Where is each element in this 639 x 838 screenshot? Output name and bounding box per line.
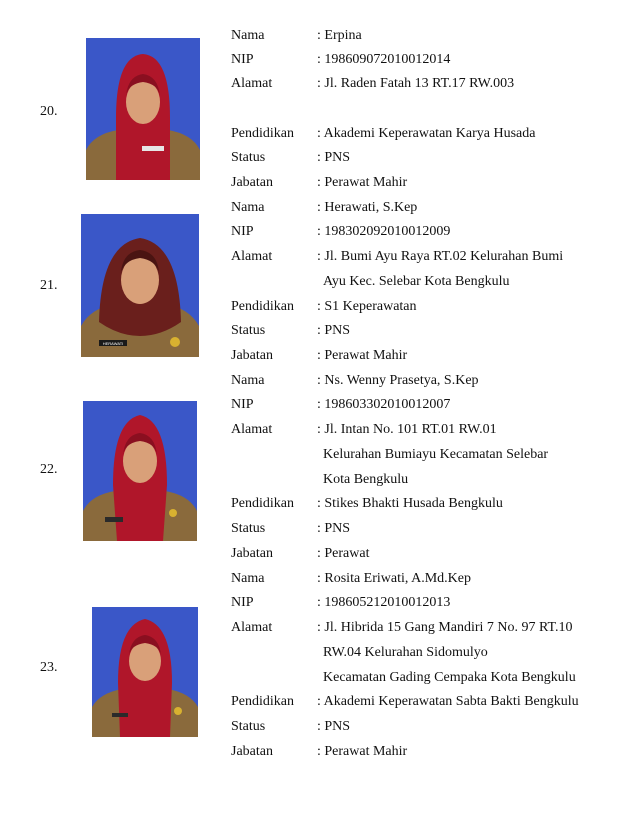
field-label: Pendidikan bbox=[231, 694, 294, 709]
staff-photo bbox=[86, 38, 200, 180]
entry-number: 20. bbox=[40, 104, 58, 119]
entry-number: 23. bbox=[40, 660, 58, 675]
field-label: Alamat bbox=[231, 620, 273, 635]
field-value: : Rosita Eriwati, A.Md.Kep bbox=[317, 571, 471, 586]
field-label: NIP bbox=[231, 595, 254, 610]
field-value: : PNS bbox=[317, 719, 351, 734]
field-value: : 198302092010012009 bbox=[317, 224, 451, 239]
field-value: : PNS bbox=[317, 323, 351, 338]
field-label: Jabatan bbox=[231, 546, 273, 561]
staff-photo bbox=[92, 607, 198, 737]
name-tag-text: HERAWATI bbox=[102, 341, 124, 346]
staff-entry bbox=[0, 369, 639, 569]
portrait-maroon-hijab-icon bbox=[81, 214, 199, 357]
field-value: : S1 Keperawatan bbox=[317, 299, 417, 314]
staff-entry bbox=[0, 196, 639, 371]
field-label: Nama bbox=[231, 373, 265, 388]
field-value: : Jl. Intan No. 101 RT.01 RW.01 bbox=[317, 422, 497, 437]
field-value: : 198603302010012007 bbox=[317, 397, 451, 412]
field-label: Pendidikan bbox=[231, 496, 294, 511]
field-label: NIP bbox=[231, 397, 254, 412]
portrait-red-hijab-icon bbox=[83, 401, 197, 541]
field-value: : Perawat Mahir bbox=[317, 744, 408, 759]
field-value: : 198605212010012013 bbox=[317, 595, 451, 610]
field-label: Alamat bbox=[231, 422, 273, 437]
field-value: Kecamatan Gading Cempaka Kota Bengkulu bbox=[323, 670, 576, 685]
field-value: : Perawat Mahir bbox=[317, 348, 408, 363]
entry-number: 21. bbox=[40, 278, 58, 293]
field-label: Alamat bbox=[231, 76, 273, 91]
field-label: Status bbox=[231, 521, 266, 536]
portrait-red-hijab-icon bbox=[92, 607, 198, 737]
field-label: Nama bbox=[231, 200, 265, 215]
field-value: : Stikes Bhakti Husada Bengkulu bbox=[317, 496, 503, 511]
field-label: Status bbox=[231, 719, 266, 734]
field-label: Status bbox=[231, 323, 266, 338]
field-value: : Jl. Hibrida 15 Gang Mandiri 7 No. 97 RT.10 bbox=[317, 620, 573, 635]
staff-photo bbox=[83, 401, 197, 541]
field-value: : PNS bbox=[317, 521, 351, 536]
field-label: NIP bbox=[231, 52, 254, 67]
field-value: : Ns. Wenny Prasetya, S.Kep bbox=[317, 373, 479, 388]
staff-photo bbox=[81, 214, 199, 357]
field-label: Jabatan bbox=[231, 175, 273, 190]
field-label: Nama bbox=[231, 28, 265, 43]
staff-entry bbox=[0, 567, 639, 767]
field-label: Status bbox=[231, 150, 266, 165]
field-value: : 198609072010012014 bbox=[317, 52, 451, 67]
field-value: RW.04 Kelurahan Sidomulyo bbox=[323, 645, 488, 660]
field-value: : Herawati, S.Kep bbox=[317, 200, 418, 215]
portrait-red-hijab-icon bbox=[86, 38, 200, 180]
field-label: Jabatan bbox=[231, 744, 273, 759]
field-value: : Jl. Bumi Ayu Raya RT.02 Kelurahan Bumi bbox=[317, 249, 564, 264]
field-label: Jabatan bbox=[231, 348, 273, 363]
field-value: : Akademi Keperawatan Sabta Bakti Bengkulu bbox=[317, 694, 579, 709]
field-value: Kelurahan Bumiayu Kecamatan Selebar bbox=[323, 447, 549, 462]
field-value: : PNS bbox=[317, 150, 351, 165]
field-label: Nama bbox=[231, 571, 265, 586]
field-label: Pendidikan bbox=[231, 299, 294, 314]
entry-number: 22. bbox=[40, 462, 58, 477]
field-value: : Akademi Keperawatan Karya Husada bbox=[317, 126, 536, 141]
field-value: Kota Bengkulu bbox=[323, 472, 409, 487]
field-value: : Perawat bbox=[317, 546, 370, 561]
field-value: : Perawat Mahir bbox=[317, 175, 408, 190]
staff-entry bbox=[0, 0, 639, 200]
field-label: NIP bbox=[231, 224, 254, 239]
field-value: Ayu Kec. Selebar Kota Bengkulu bbox=[323, 274, 510, 289]
field-value: : Erpina bbox=[317, 28, 362, 43]
field-value: : Jl. Raden Fatah 13 RT.17 RW.003 bbox=[317, 76, 515, 91]
field-label: Alamat bbox=[231, 249, 273, 264]
field-label: Pendidikan bbox=[231, 126, 294, 141]
